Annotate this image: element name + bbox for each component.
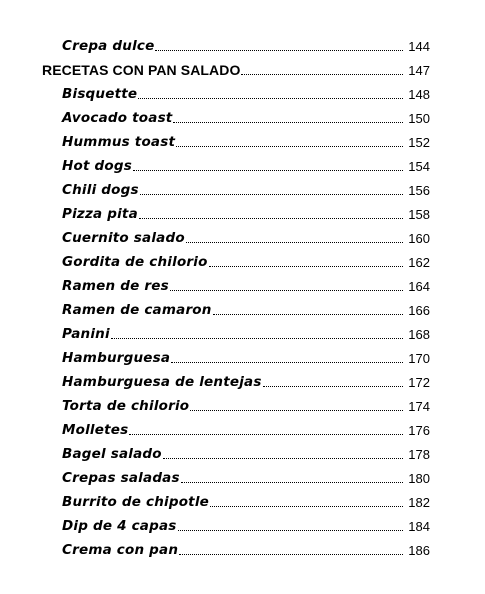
toc-entry[interactable] — [0, 535, 485, 559]
toc-entry-title: Torta de chilorio — [62, 397, 190, 414]
toc-entry-title: Burrito de chipotle — [62, 493, 210, 510]
dot-leader — [111, 337, 403, 339]
toc-entry[interactable] — [0, 295, 485, 319]
toc-entry-title: Pizza pita — [62, 205, 138, 222]
toc-section-page: 147 — [408, 63, 430, 78]
dot-leader — [213, 313, 403, 315]
toc-entry-page: 176 — [408, 423, 430, 438]
dot-leader — [140, 193, 403, 195]
toc-entry-page: 166 — [408, 303, 430, 318]
table-of-contents — [0, 31, 485, 559]
dot-leader — [171, 361, 403, 363]
toc-entry-page: 148 — [408, 87, 430, 102]
toc-entry-title: Molletes — [62, 421, 129, 438]
toc-entry[interactable] — [0, 319, 485, 343]
dot-leader — [176, 145, 403, 147]
toc-entry-page: 156 — [408, 183, 430, 198]
dot-leader — [181, 481, 403, 483]
dot-leader — [173, 121, 403, 123]
toc-entry-page: 144 — [408, 39, 430, 54]
toc-entry-page: 154 — [408, 159, 430, 174]
toc-entry[interactable] — [0, 199, 485, 223]
toc-entry-title: Ramen de res — [62, 277, 169, 294]
toc-entry-title: Gordita de chilorio — [62, 253, 208, 270]
toc-entry[interactable] — [0, 103, 485, 127]
toc-section-heading[interactable] — [0, 55, 485, 79]
toc-entry-title: Dip de 4 capas — [62, 517, 177, 534]
toc-entry[interactable] — [0, 463, 485, 487]
toc-entry-page: 158 — [408, 207, 430, 222]
dot-leader — [241, 73, 403, 75]
toc-entry-title: Hot dogs — [62, 157, 132, 174]
toc-entry[interactable] — [0, 127, 485, 151]
toc-entry[interactable] — [0, 223, 485, 247]
toc-entry-title: Cuernito salado — [62, 229, 185, 246]
dot-leader — [210, 505, 403, 507]
toc-entry-title: Hummus toast — [62, 133, 176, 150]
dot-leader — [129, 433, 403, 435]
toc-entry-page: 182 — [408, 495, 430, 510]
toc-entry[interactable] — [0, 439, 485, 463]
toc-entry-page: 170 — [408, 351, 430, 366]
toc-entry[interactable] — [0, 367, 485, 391]
toc-entry-page: 168 — [408, 327, 430, 342]
dot-leader — [155, 49, 403, 51]
toc-entry-page: 152 — [408, 135, 430, 150]
toc-entry-page: 164 — [408, 279, 430, 294]
toc-entry-title: Ramen de camaron — [62, 301, 212, 318]
toc-entry-page: 184 — [408, 519, 430, 534]
toc-entry[interactable] — [0, 487, 485, 511]
toc-entry-title: Chili dogs — [62, 181, 139, 198]
dot-leader — [170, 289, 403, 291]
toc-entry-title: Crema con pan — [62, 541, 179, 558]
dot-leader — [138, 97, 403, 99]
toc-entry[interactable] — [0, 175, 485, 199]
toc-entry-page: 174 — [408, 399, 430, 414]
dot-leader — [178, 529, 403, 531]
dot-leader — [263, 385, 403, 387]
toc-entry-title: Crepas saladas — [62, 469, 180, 486]
toc-entry[interactable] — [0, 151, 485, 175]
toc-entry[interactable] — [0, 79, 485, 103]
toc-entry[interactable] — [0, 391, 485, 415]
toc-section-title: RECETAS CON PAN SALADO — [42, 62, 241, 78]
toc-entry[interactable] — [0, 247, 485, 271]
toc-entry-page: 162 — [408, 255, 430, 270]
dot-leader — [190, 409, 403, 411]
dot-leader — [209, 265, 403, 267]
dot-leader — [179, 553, 403, 555]
dot-leader — [133, 169, 403, 171]
toc-entry[interactable] — [0, 271, 485, 295]
toc-entry-title: Panini — [62, 325, 110, 342]
toc-entry-page: 160 — [408, 231, 430, 246]
toc-entry-title: Bisquette — [62, 85, 138, 102]
toc-entry[interactable] — [0, 511, 485, 535]
toc-entry-page: 150 — [408, 111, 430, 126]
toc-entry-title: Crepa dulce — [62, 37, 155, 54]
toc-entry[interactable] — [0, 415, 485, 439]
toc-entry-page: 172 — [408, 375, 430, 390]
toc-entry-title: Bagel salado — [62, 445, 162, 462]
toc-entry-page: 186 — [408, 543, 430, 558]
dot-leader — [163, 457, 403, 459]
toc-entry-page: 180 — [408, 471, 430, 486]
toc-entry-title: Hamburguesa — [62, 349, 171, 366]
toc-entry-title: Avocado toast — [62, 109, 173, 126]
toc-entry[interactable] — [0, 343, 485, 367]
toc-entry-title: Hamburguesa de lentejas — [62, 373, 262, 390]
dot-leader — [186, 241, 403, 243]
toc-entry-page: 178 — [408, 447, 430, 462]
dot-leader — [139, 217, 403, 219]
toc-entry[interactable] — [0, 31, 485, 55]
